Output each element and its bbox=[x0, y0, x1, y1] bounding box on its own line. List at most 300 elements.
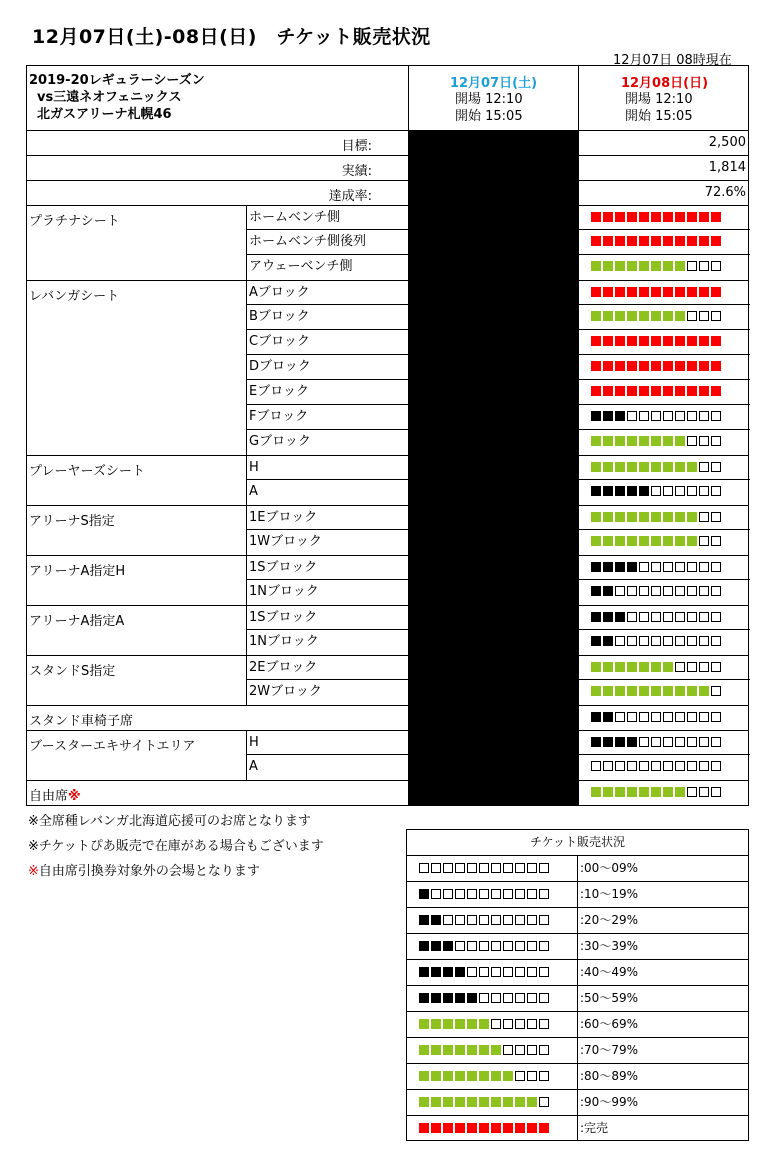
legend-title: チケット販売状況 bbox=[407, 830, 748, 856]
status-square bbox=[479, 863, 489, 873]
status-square bbox=[663, 737, 673, 747]
note-2: ※チケットぴあ販売で在庫がある場合もございます bbox=[28, 839, 324, 854]
status-square bbox=[539, 993, 549, 1003]
status-square bbox=[663, 236, 673, 246]
status-square bbox=[479, 967, 489, 977]
status-square bbox=[675, 686, 685, 696]
status-square bbox=[479, 1097, 489, 1107]
status-square bbox=[639, 512, 649, 522]
status-square bbox=[663, 386, 673, 396]
status-square bbox=[591, 462, 601, 472]
legend-label: :10～19% bbox=[577, 882, 638, 907]
status-square bbox=[687, 586, 697, 596]
day1-date: 12月07日(土) bbox=[449, 76, 538, 91]
status-square bbox=[663, 287, 673, 297]
day1-cell bbox=[408, 629, 578, 655]
status-square bbox=[503, 1071, 513, 1081]
day2-date: 12月08日(日) bbox=[620, 76, 709, 91]
day1-cell bbox=[408, 304, 578, 330]
stat-value: 1,814 bbox=[578, 156, 750, 180]
day2-status bbox=[578, 329, 750, 355]
day2-status bbox=[578, 606, 750, 630]
status-square bbox=[675, 311, 685, 321]
status-square bbox=[687, 261, 697, 271]
status-square bbox=[651, 361, 661, 371]
status-square bbox=[639, 212, 649, 222]
status-square bbox=[651, 536, 661, 546]
status-square bbox=[527, 1019, 537, 1029]
status-square bbox=[443, 993, 453, 1003]
seat-category: スタンドS指定 bbox=[29, 664, 116, 679]
status-square bbox=[467, 941, 477, 951]
status-square bbox=[639, 636, 649, 646]
status-square bbox=[443, 1045, 453, 1055]
status-square bbox=[711, 236, 721, 246]
status-square bbox=[455, 1019, 465, 1029]
day1-open: 開場 12:10 bbox=[455, 92, 523, 107]
status-square bbox=[675, 361, 685, 371]
status-square bbox=[491, 993, 501, 1003]
status-square bbox=[419, 863, 429, 873]
status-square bbox=[615, 212, 625, 222]
seat-row bbox=[26, 755, 749, 780]
status-square bbox=[687, 411, 697, 421]
status-square bbox=[687, 562, 697, 572]
status-square bbox=[591, 212, 601, 222]
status-square bbox=[479, 915, 489, 925]
status-square bbox=[651, 386, 661, 396]
day2-status bbox=[578, 456, 750, 480]
status-square bbox=[675, 586, 685, 596]
status-square bbox=[675, 536, 685, 546]
status-square bbox=[615, 386, 625, 396]
day2-status bbox=[578, 754, 750, 780]
seat-row bbox=[26, 355, 749, 380]
status-square bbox=[699, 761, 709, 771]
status-square bbox=[491, 863, 501, 873]
status-square bbox=[663, 712, 673, 722]
status-square bbox=[591, 261, 601, 271]
status-square bbox=[491, 967, 501, 977]
status-square bbox=[539, 1045, 549, 1055]
status-square bbox=[431, 889, 441, 899]
legend-marks bbox=[419, 1097, 551, 1111]
status-square bbox=[615, 261, 625, 271]
status-square bbox=[651, 436, 661, 446]
legend-row bbox=[407, 882, 748, 908]
legend-marks bbox=[419, 915, 551, 929]
status-square bbox=[651, 562, 661, 572]
seat-block: H bbox=[246, 731, 408, 755]
status-square bbox=[699, 536, 709, 546]
status-square bbox=[431, 863, 441, 873]
day2-status bbox=[578, 254, 750, 280]
day1-cell bbox=[408, 130, 578, 156]
status-square bbox=[711, 512, 721, 522]
status-square bbox=[491, 1045, 501, 1055]
status-square bbox=[591, 486, 601, 496]
day2-status bbox=[578, 629, 750, 655]
status-square bbox=[675, 761, 685, 771]
status-square bbox=[651, 512, 661, 522]
status-square bbox=[591, 662, 601, 672]
legend-row bbox=[407, 1090, 748, 1116]
status-square bbox=[651, 761, 661, 771]
table-header bbox=[26, 65, 749, 130]
status-square bbox=[711, 612, 721, 622]
status-square bbox=[627, 361, 637, 371]
status-square bbox=[675, 436, 685, 446]
status-square bbox=[627, 462, 637, 472]
status-square bbox=[687, 712, 697, 722]
status-square bbox=[627, 787, 637, 797]
status-square bbox=[503, 1097, 513, 1107]
status-square bbox=[539, 941, 549, 951]
status-square bbox=[627, 336, 637, 346]
status-square bbox=[443, 1071, 453, 1081]
status-square bbox=[527, 915, 537, 925]
status-square bbox=[699, 411, 709, 421]
legend-row bbox=[407, 1038, 748, 1064]
seat-block: 1Wブロック bbox=[246, 529, 408, 555]
status-square bbox=[687, 386, 697, 396]
status-square bbox=[663, 486, 673, 496]
note-mark: ※ bbox=[28, 864, 39, 879]
seat-category: ブースターエキサイトエリア bbox=[29, 739, 196, 754]
seat-row bbox=[26, 530, 749, 555]
day1-cell bbox=[408, 180, 578, 206]
status-square bbox=[515, 1019, 525, 1029]
seat-block: 1Sブロック bbox=[246, 556, 408, 580]
status-square bbox=[503, 941, 513, 951]
legend-marks bbox=[419, 863, 551, 877]
status-square bbox=[615, 562, 625, 572]
status-square bbox=[627, 436, 637, 446]
status-square bbox=[591, 737, 601, 747]
sales-table bbox=[26, 65, 749, 806]
stat-label: 達成率: bbox=[328, 189, 372, 204]
legend-label: :30～39% bbox=[577, 934, 638, 959]
status-square bbox=[539, 889, 549, 899]
day1-cell bbox=[408, 655, 578, 681]
legend-label: :50～59% bbox=[577, 986, 638, 1011]
status-square bbox=[699, 212, 709, 222]
seat-block: Eブロック bbox=[246, 379, 408, 405]
status-square bbox=[711, 336, 721, 346]
status-square bbox=[699, 386, 709, 396]
day2-status bbox=[578, 506, 750, 530]
status-square bbox=[651, 636, 661, 646]
status-square bbox=[663, 761, 673, 771]
legend-row bbox=[407, 856, 748, 882]
legend-label: :90～99% bbox=[577, 1090, 638, 1115]
day2-status bbox=[578, 479, 750, 505]
season-label: 2019-20レギュラーシーズン bbox=[29, 73, 205, 88]
seat-block: A bbox=[246, 479, 408, 505]
status-square bbox=[539, 967, 549, 977]
status-square bbox=[539, 1097, 549, 1107]
status-square bbox=[651, 737, 661, 747]
status-square bbox=[603, 361, 613, 371]
status-square bbox=[419, 1097, 429, 1107]
status-square bbox=[711, 486, 721, 496]
status-square bbox=[479, 993, 489, 1003]
status-square bbox=[443, 1097, 453, 1107]
status-square bbox=[675, 287, 685, 297]
status-square bbox=[603, 462, 613, 472]
day1-cell bbox=[408, 404, 578, 430]
status-square bbox=[627, 536, 637, 546]
status-square bbox=[663, 311, 673, 321]
status-square bbox=[491, 889, 501, 899]
status-square bbox=[419, 1019, 429, 1029]
status-square bbox=[699, 586, 709, 596]
status-square bbox=[515, 915, 525, 925]
status-square bbox=[431, 1123, 441, 1133]
status-square bbox=[687, 336, 697, 346]
status-square bbox=[687, 536, 697, 546]
status-square bbox=[639, 712, 649, 722]
status-square bbox=[699, 686, 709, 696]
status-square bbox=[663, 361, 673, 371]
status-square bbox=[591, 336, 601, 346]
seat-block: 1Nブロック bbox=[246, 579, 408, 605]
status-square bbox=[467, 1019, 477, 1029]
status-square bbox=[515, 1123, 525, 1133]
seat-row bbox=[26, 405, 749, 430]
status-square bbox=[627, 311, 637, 321]
status-square bbox=[651, 212, 661, 222]
status-square bbox=[663, 512, 673, 522]
status-square bbox=[443, 1019, 453, 1029]
status-square bbox=[675, 712, 685, 722]
day1-header bbox=[408, 66, 578, 131]
status-square bbox=[675, 562, 685, 572]
status-square bbox=[615, 287, 625, 297]
status-square bbox=[591, 536, 601, 546]
status-square bbox=[675, 737, 685, 747]
legend-table bbox=[406, 829, 749, 1141]
seat-row bbox=[26, 255, 749, 280]
status-square bbox=[711, 436, 721, 446]
status-square bbox=[591, 686, 601, 696]
status-square bbox=[419, 967, 429, 977]
status-square bbox=[639, 486, 649, 496]
day1-cell bbox=[408, 455, 578, 481]
status-square bbox=[603, 712, 613, 722]
status-square bbox=[711, 311, 721, 321]
status-square bbox=[627, 261, 637, 271]
status-square bbox=[479, 1123, 489, 1133]
day1-cell bbox=[408, 429, 578, 455]
day1-cell bbox=[408, 730, 578, 756]
status-square bbox=[699, 336, 709, 346]
stat-row bbox=[26, 180, 749, 205]
status-square bbox=[663, 436, 673, 446]
status-square bbox=[603, 512, 613, 522]
status-square bbox=[699, 361, 709, 371]
status-square bbox=[615, 612, 625, 622]
status-square bbox=[615, 512, 625, 522]
status-square bbox=[615, 636, 625, 646]
stat-value: 72.6% bbox=[578, 181, 750, 205]
status-square bbox=[603, 236, 613, 246]
status-square bbox=[615, 662, 625, 672]
status-square bbox=[591, 761, 601, 771]
status-square bbox=[615, 737, 625, 747]
status-square bbox=[711, 287, 721, 297]
status-square bbox=[627, 287, 637, 297]
status-square bbox=[503, 1045, 513, 1055]
status-square bbox=[515, 1071, 525, 1081]
status-square bbox=[675, 462, 685, 472]
status-square bbox=[431, 1019, 441, 1029]
status-square bbox=[675, 261, 685, 271]
status-square bbox=[663, 462, 673, 472]
status-square bbox=[591, 636, 601, 646]
status-square bbox=[443, 967, 453, 977]
status-square bbox=[711, 562, 721, 572]
stat-label: 実績: bbox=[341, 164, 372, 179]
status-square bbox=[443, 863, 453, 873]
status-square bbox=[711, 261, 721, 271]
seat-block: Gブロック bbox=[246, 429, 408, 455]
status-square bbox=[615, 686, 625, 696]
day1-cell bbox=[408, 679, 578, 705]
status-square bbox=[527, 1045, 537, 1055]
status-square bbox=[699, 311, 709, 321]
status-square bbox=[651, 411, 661, 421]
status-square bbox=[615, 787, 625, 797]
legend-marks bbox=[419, 993, 551, 1007]
status-square bbox=[455, 889, 465, 899]
status-square bbox=[651, 287, 661, 297]
day2-status bbox=[578, 354, 750, 380]
status-square bbox=[591, 236, 601, 246]
status-square bbox=[603, 486, 613, 496]
status-square bbox=[419, 941, 429, 951]
status-square bbox=[591, 386, 601, 396]
status-square bbox=[627, 712, 637, 722]
legend-row bbox=[407, 934, 748, 960]
status-square bbox=[467, 993, 477, 1003]
status-square bbox=[675, 411, 685, 421]
seat-block: 1Sブロック bbox=[246, 606, 408, 630]
status-square bbox=[663, 686, 673, 696]
status-square bbox=[651, 686, 661, 696]
seat-row bbox=[26, 655, 749, 680]
day1-cell bbox=[408, 605, 578, 631]
status-square bbox=[687, 787, 697, 797]
day2-open: 開場 12:10 bbox=[625, 92, 693, 107]
seat-row bbox=[26, 730, 749, 755]
status-square bbox=[527, 889, 537, 899]
status-square bbox=[711, 462, 721, 472]
status-square bbox=[663, 787, 673, 797]
status-square bbox=[431, 1097, 441, 1107]
status-square bbox=[651, 311, 661, 321]
legend-marks bbox=[419, 1019, 551, 1033]
status-square bbox=[711, 636, 721, 646]
status-square bbox=[663, 536, 673, 546]
status-square bbox=[527, 863, 537, 873]
status-square bbox=[467, 889, 477, 899]
status-square bbox=[627, 737, 637, 747]
status-square bbox=[663, 662, 673, 672]
status-square bbox=[627, 386, 637, 396]
day2-status bbox=[578, 656, 750, 680]
status-square bbox=[639, 287, 649, 297]
status-square bbox=[479, 1071, 489, 1081]
status-square bbox=[479, 1019, 489, 1029]
status-square bbox=[639, 336, 649, 346]
status-square bbox=[603, 261, 613, 271]
day1-cell bbox=[408, 705, 578, 731]
legend-row bbox=[407, 960, 748, 986]
status-square bbox=[503, 1019, 513, 1029]
status-square bbox=[455, 967, 465, 977]
status-square bbox=[627, 586, 637, 596]
status-square bbox=[591, 612, 601, 622]
status-square bbox=[651, 612, 661, 622]
status-square bbox=[615, 536, 625, 546]
status-square bbox=[675, 662, 685, 672]
status-square bbox=[711, 586, 721, 596]
day2-status bbox=[578, 304, 750, 330]
status-square bbox=[479, 1045, 489, 1055]
day1-cell bbox=[408, 479, 578, 505]
legend-label: :40～49% bbox=[577, 960, 638, 985]
status-square bbox=[675, 336, 685, 346]
status-square bbox=[639, 612, 649, 622]
stat-row bbox=[26, 155, 749, 180]
status-square bbox=[455, 915, 465, 925]
legend-marks bbox=[419, 967, 551, 981]
status-square bbox=[491, 1071, 501, 1081]
status-square bbox=[491, 941, 501, 951]
status-square bbox=[627, 662, 637, 672]
status-square bbox=[603, 761, 613, 771]
status-square bbox=[431, 915, 441, 925]
status-square bbox=[639, 236, 649, 246]
status-square bbox=[503, 1123, 513, 1133]
seat-category: 自由席※ bbox=[29, 789, 81, 804]
status-square bbox=[687, 761, 697, 771]
status-square bbox=[419, 889, 429, 899]
seat-row bbox=[26, 555, 749, 580]
status-square bbox=[687, 311, 697, 321]
day2-status bbox=[578, 206, 750, 230]
status-square bbox=[443, 941, 453, 951]
status-square bbox=[687, 236, 697, 246]
seat-block: Cブロック bbox=[246, 329, 408, 355]
status-square bbox=[515, 863, 525, 873]
day2-status bbox=[578, 731, 750, 755]
status-square bbox=[675, 236, 685, 246]
legend-row bbox=[407, 986, 748, 1012]
seat-row bbox=[26, 305, 749, 330]
legend-row bbox=[407, 1064, 748, 1090]
status-square bbox=[527, 1123, 537, 1133]
status-square bbox=[639, 311, 649, 321]
status-square bbox=[431, 1045, 441, 1055]
seat-row bbox=[26, 605, 749, 630]
status-square bbox=[675, 212, 685, 222]
status-square bbox=[699, 512, 709, 522]
status-square bbox=[603, 636, 613, 646]
day2-status bbox=[578, 579, 750, 605]
status-square bbox=[711, 212, 721, 222]
